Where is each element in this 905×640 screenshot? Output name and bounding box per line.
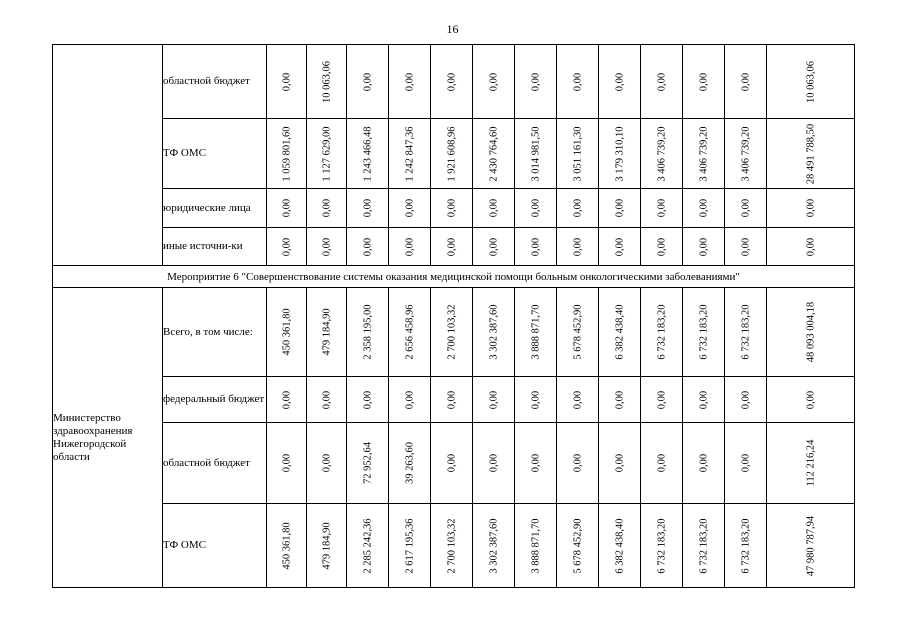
value-text: 72 952,64 [362, 442, 373, 484]
value-cell [267, 377, 307, 423]
budget-table [52, 44, 855, 588]
value-cell [267, 423, 307, 504]
value-cell [515, 228, 557, 266]
value-cell [473, 228, 515, 266]
value-cell [515, 119, 557, 189]
value-text: 0,00 [281, 198, 292, 218]
value-text: 0,00 [446, 72, 457, 91]
total-text: 112 216,24 [805, 439, 816, 487]
value-text: 0,00 [530, 237, 541, 256]
value-text: 6 382 438,40 [614, 517, 625, 574]
value-text: 6 732 183,20 [740, 304, 751, 360]
value-text: 0,00 [614, 453, 625, 473]
value-cell [347, 504, 389, 588]
event-row [53, 266, 855, 288]
value-cell [431, 423, 473, 504]
value-cell [267, 504, 307, 588]
value-text: 0,00 [321, 453, 332, 473]
event-title: Мероприятие 6 "Совершенствование системы оказания медицинской помощи больным онкологическими заболеваниями" [53, 266, 855, 288]
total-cell [767, 119, 855, 189]
value-text: 0,00 [281, 453, 292, 473]
value-text: 0,00 [614, 72, 625, 91]
value-text: 1 242 847,36 [404, 125, 415, 182]
value-cell [599, 45, 641, 119]
value-text: 3 406 739,20 [698, 125, 709, 182]
value-text: 0,00 [572, 72, 583, 91]
value-cell [347, 189, 389, 228]
value-text: 0,00 [404, 72, 415, 91]
value-text: 0,00 [446, 198, 457, 218]
value-text: 0,00 [281, 237, 292, 256]
value-cell [557, 228, 599, 266]
value-cell [725, 377, 767, 423]
value-text: 0,00 [656, 237, 667, 256]
total-text: 0,00 [805, 390, 816, 409]
table-row [53, 119, 855, 189]
funding-source: областной бюджет [163, 45, 267, 119]
value-cell [725, 228, 767, 266]
value-cell [641, 423, 683, 504]
value-text: 0,00 [740, 237, 751, 256]
value-cell [389, 228, 431, 266]
value-cell [267, 228, 307, 266]
value-cell [515, 288, 557, 377]
value-cell [557, 189, 599, 228]
value-cell [347, 228, 389, 266]
value-text: 0,00 [698, 198, 709, 218]
value-cell [307, 45, 347, 119]
value-cell [347, 423, 389, 504]
value-text: 0,00 [281, 390, 292, 409]
value-cell [389, 504, 431, 588]
value-text: 0,00 [488, 72, 499, 91]
value-cell [683, 504, 725, 588]
value-cell [473, 45, 515, 119]
value-text: 0,00 [446, 390, 457, 409]
value-cell [599, 504, 641, 588]
value-text: 0,00 [488, 453, 499, 473]
value-cell [389, 423, 431, 504]
total-text: 0,00 [805, 198, 816, 218]
table-row [53, 423, 855, 504]
value-cell [515, 377, 557, 423]
value-cell [431, 45, 473, 119]
value-cell [307, 377, 347, 423]
value-text: 0,00 [572, 198, 583, 218]
value-text: 0,00 [698, 72, 709, 91]
value-text: 2 617 195,36 [404, 517, 415, 574]
value-text: 2 700 103,32 [446, 304, 457, 360]
value-text: 3 302 387,60 [488, 304, 499, 360]
total-cell [767, 377, 855, 423]
value-cell [683, 423, 725, 504]
value-cell [725, 423, 767, 504]
value-text: 1 921 608,96 [446, 125, 457, 182]
value-text: 0,00 [656, 453, 667, 473]
value-text: 6 732 183,20 [656, 517, 667, 574]
total-text: 28 491 788,50 [805, 123, 816, 184]
value-text: 0,00 [656, 390, 667, 409]
value-text: 1 243 466,48 [362, 125, 373, 182]
value-cell [347, 288, 389, 377]
value-cell [473, 504, 515, 588]
total-text: 47 980 787,94 [805, 515, 816, 576]
value-text: 6 732 183,20 [698, 517, 709, 574]
value-cell [267, 288, 307, 377]
value-text: 0,00 [281, 72, 292, 91]
table-row [53, 228, 855, 266]
value-cell [557, 504, 599, 588]
value-cell [389, 377, 431, 423]
value-cell [307, 119, 347, 189]
value-text: 39 263,60 [404, 442, 415, 484]
value-text: 0,00 [740, 453, 751, 473]
value-cell [307, 228, 347, 266]
total-cell [767, 228, 855, 266]
value-text: 0,00 [740, 390, 751, 409]
value-cell [641, 377, 683, 423]
total-cell [767, 45, 855, 119]
table-row [53, 377, 855, 423]
value-cell [641, 189, 683, 228]
value-text: 0,00 [404, 390, 415, 409]
value-text: 0,00 [614, 198, 625, 218]
value-text: 0,00 [572, 390, 583, 409]
value-cell [683, 45, 725, 119]
value-cell [431, 288, 473, 377]
value-cell [641, 45, 683, 119]
value-text: 0,00 [404, 237, 415, 256]
value-cell [683, 189, 725, 228]
value-cell [599, 189, 641, 228]
value-text: 450 361,80 [281, 521, 292, 570]
value-text: 0,00 [530, 390, 541, 409]
value-text: 0,00 [698, 237, 709, 256]
table-row [53, 45, 855, 119]
funding-source: федеральный бюджет [163, 377, 267, 423]
value-text: 0,00 [446, 453, 457, 473]
value-cell [599, 377, 641, 423]
value-cell [683, 288, 725, 377]
value-text: 0,00 [740, 198, 751, 218]
value-cell [557, 288, 599, 377]
table-row [53, 288, 855, 377]
value-text: 0,00 [572, 453, 583, 473]
value-text: 0,00 [362, 390, 373, 409]
value-cell [431, 119, 473, 189]
value-text: 3 888 871,70 [530, 517, 541, 574]
value-cell [431, 228, 473, 266]
value-text: 0,00 [614, 390, 625, 409]
value-cell [515, 504, 557, 588]
value-text: 2 285 242,36 [362, 517, 373, 574]
value-text: 479 184,90 [321, 308, 332, 356]
value-text: 0,00 [698, 390, 709, 409]
value-text: 1 059 801,60 [281, 125, 292, 182]
value-cell [347, 377, 389, 423]
value-cell [515, 45, 557, 119]
value-text: 3 051 161,30 [572, 125, 583, 182]
value-cell [389, 189, 431, 228]
value-cell [641, 119, 683, 189]
value-cell [473, 377, 515, 423]
value-cell [725, 189, 767, 228]
value-text: 0,00 [614, 237, 625, 256]
funding-source: областной бюджет [163, 423, 267, 504]
page-number: 16 [446, 22, 459, 36]
value-text: 0,00 [362, 237, 373, 256]
funding-source: Всего, в том числе: [163, 288, 267, 377]
value-text: 0,00 [740, 72, 751, 91]
value-text: 5 678 452,90 [572, 304, 583, 360]
value-text: 3 302 387,60 [488, 517, 499, 574]
value-cell [683, 228, 725, 266]
value-cell [431, 504, 473, 588]
value-text: 0,00 [321, 198, 332, 218]
value-cell [725, 119, 767, 189]
value-text: 0,00 [321, 390, 332, 409]
value-cell [683, 119, 725, 189]
value-cell [725, 45, 767, 119]
value-cell [307, 423, 347, 504]
value-cell [599, 423, 641, 504]
value-cell [473, 119, 515, 189]
value-text: 479 184,90 [321, 521, 332, 570]
value-cell [267, 45, 307, 119]
value-cell [641, 228, 683, 266]
value-text: 10 063,06 [321, 60, 332, 103]
value-cell [557, 423, 599, 504]
value-text: 2 700 103,32 [446, 517, 457, 574]
total-cell [767, 504, 855, 588]
total-cell [767, 288, 855, 377]
value-text: 0,00 [362, 72, 373, 91]
value-cell [599, 288, 641, 377]
value-cell [267, 119, 307, 189]
value-text: 2 358 195,00 [362, 304, 373, 360]
value-cell [725, 504, 767, 588]
value-text: 450 361,80 [281, 308, 292, 356]
funding-source: ТФ ОМС [163, 119, 267, 189]
value-text: 3 406 739,20 [656, 125, 667, 182]
value-text: 0,00 [488, 390, 499, 409]
value-text: 0,00 [404, 198, 415, 218]
organization-cell [53, 45, 163, 266]
value-text: 0,00 [656, 72, 667, 91]
value-cell [431, 189, 473, 228]
value-text: 0,00 [530, 198, 541, 218]
total-text: 0,00 [805, 237, 816, 256]
value-cell [683, 377, 725, 423]
organization-cell: Министерство здравоохранения Нижегородской области [53, 288, 163, 588]
value-cell [307, 189, 347, 228]
value-text: 3 014 981,50 [530, 125, 541, 182]
value-cell [473, 423, 515, 504]
value-text: 6 732 183,20 [656, 304, 667, 360]
value-text: 5 678 452,90 [572, 517, 583, 574]
value-cell [267, 189, 307, 228]
value-cell [557, 119, 599, 189]
value-cell [347, 119, 389, 189]
value-cell [557, 45, 599, 119]
value-cell [515, 423, 557, 504]
value-text: 6 732 183,20 [698, 304, 709, 360]
value-cell [307, 288, 347, 377]
value-text: 0,00 [362, 198, 373, 218]
value-text: 1 127 629,00 [321, 125, 332, 182]
value-text: 2 430 764,60 [488, 125, 499, 182]
total-cell [767, 189, 855, 228]
funding-source: ТФ ОМС [163, 504, 267, 588]
value-cell [599, 228, 641, 266]
value-text: 0,00 [530, 453, 541, 473]
funding-source: иные источни-ки [163, 228, 267, 266]
value-cell [307, 504, 347, 588]
value-text: 6 382 438,40 [614, 304, 625, 360]
value-text: 0,00 [446, 237, 457, 256]
value-cell [641, 504, 683, 588]
value-cell [473, 189, 515, 228]
value-text: 0,00 [656, 198, 667, 218]
value-text: 0,00 [698, 453, 709, 473]
value-cell [389, 119, 431, 189]
total-cell [767, 423, 855, 504]
value-text: 3 179 310,10 [614, 125, 625, 182]
value-text: 0,00 [488, 237, 499, 256]
value-text: 3 406 739,20 [740, 125, 751, 182]
value-cell [473, 288, 515, 377]
value-cell [557, 377, 599, 423]
value-cell [389, 45, 431, 119]
value-cell [347, 45, 389, 119]
value-text: 0,00 [572, 237, 583, 256]
value-cell [389, 288, 431, 377]
value-text: 2 656 458,96 [404, 304, 415, 360]
table-row [53, 504, 855, 588]
value-cell [641, 288, 683, 377]
total-text: 10 063,06 [805, 60, 816, 103]
value-cell [431, 377, 473, 423]
value-text: 0,00 [321, 237, 332, 256]
funding-source: юридические лица [163, 189, 267, 228]
value-text: 0,00 [530, 72, 541, 91]
value-cell [725, 288, 767, 377]
total-text: 48 093 004,18 [805, 301, 816, 363]
value-text: 3 888 871,70 [530, 304, 541, 360]
value-cell [599, 119, 641, 189]
value-text: 0,00 [488, 198, 499, 218]
value-text: 6 732 183,20 [740, 517, 751, 574]
table-row [53, 189, 855, 228]
value-cell [515, 189, 557, 228]
